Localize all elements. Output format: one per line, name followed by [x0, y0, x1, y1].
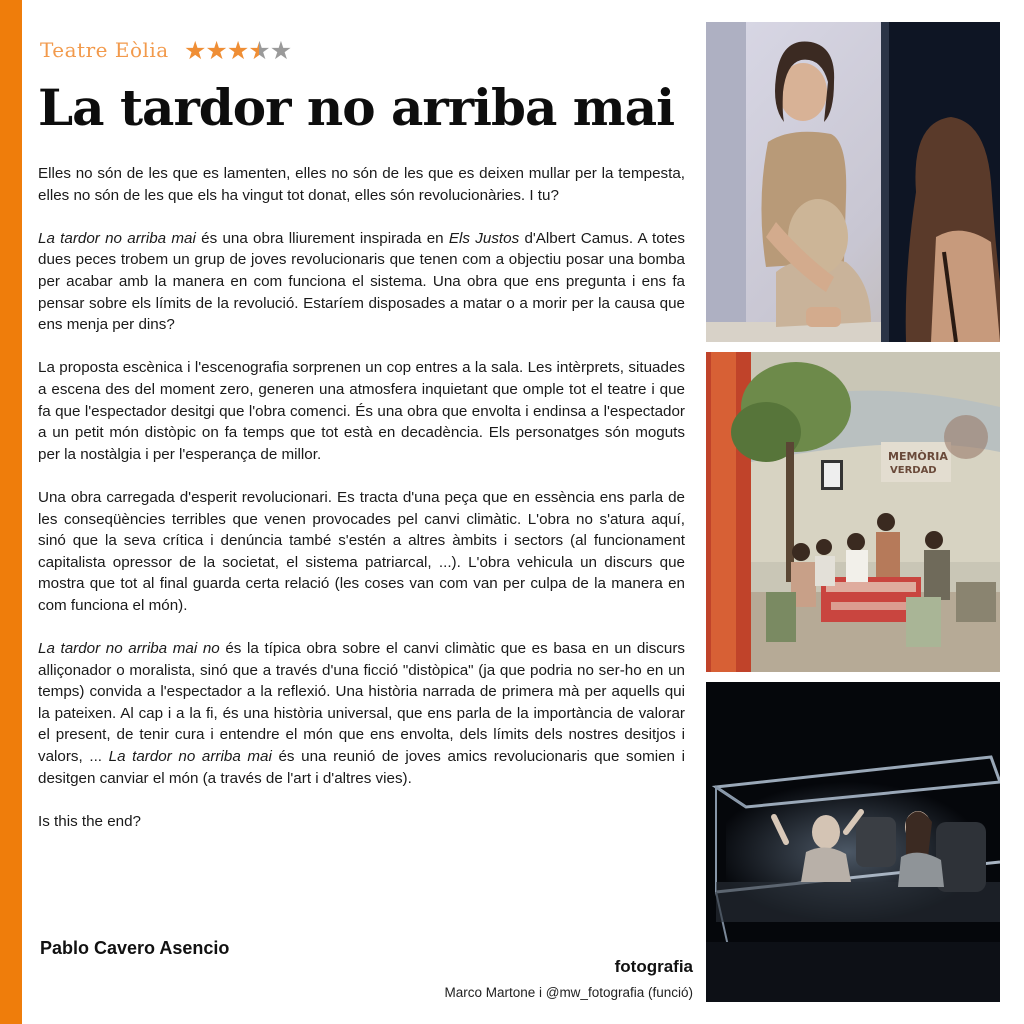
- paragraph-themes: Una obra carregada d'esperit revolucionari. Es tracta d'una peça que en essència ens parla de les conseqüències terribles que venen provocades pel canvi climàtic. L'obra no s'atura aquí, sinó que la seva crítica i denúncia també s'estén a altres àmbits i sectors (al funcionament capitalista opressor de la societat, el sistema patriarcal, ...). L'obra vehicula un discurs que mostra que tot al final guarda certa relació (les coses van com van per culpa de la manera en com funciona el món).: [38, 488, 685, 614]
- paragraph-closing: Is this the end?: [38, 812, 142, 830]
- half-star-icon: ★: [248, 37, 270, 65]
- play-title-ref: La tardor no arriba mai: [38, 229, 196, 247]
- author-name: Pablo Cavero Asencio: [40, 938, 230, 958]
- article-body: [38, 163, 685, 832]
- star-icon: ★: [184, 37, 206, 65]
- photo-credit-label: fotografia: [614, 957, 693, 976]
- production-photo-1: [706, 22, 1000, 342]
- accent-bar: [0, 0, 22, 1024]
- venue-name: Teatre Eòlia: [40, 38, 169, 62]
- star-icon: ★: [226, 37, 249, 65]
- play-title-lead: La tardor no arriba mai no: [38, 640, 220, 658]
- paragraph-reflection: La tardor no arriba mai no és la típica obra sobre el canvi climàtic que es basa en un discurs alliçonador o moralista, sinó que a través d'una ficció "distòpica" (ja que podria no ser-ho en un temps) convida a l'espectador a la reflexió. Una història narrada de primera mà per aquells qui la pateixen. Al cap i a la fi, és una història universal, que ens parla de la importància de valorar el present, de tenir cura i entendre el món que ens envolta, dels límits dels nostres desitjos i valors, ... La tardor no arriba mai és una reunió de joves amics revolucionaris que somien i desitgen canviar el món (a través de l'art i d'altres vies).: [38, 640, 685, 787]
- photo-credit-text: Marco Martone i @mw_fotografia (funció): [444, 985, 693, 1000]
- production-photo-2: [706, 352, 1000, 672]
- svg-text:VERDAD: VERDAD: [890, 465, 937, 476]
- page-title: La tardor no arriba mai: [38, 78, 675, 137]
- star-icon: ★: [205, 37, 227, 65]
- star-rating: [184, 36, 291, 66]
- svg-text:MEMÒRIA: MEMÒRIA: [888, 450, 948, 463]
- empty-star-icon: ★: [269, 37, 292, 65]
- work-title-ref: Els Justos: [448, 229, 520, 247]
- production-photo-3: [706, 682, 1000, 1002]
- play-title-ref: La tardor no arriba mai: [108, 748, 272, 766]
- paragraph-intro: Elles no són de les que es lamenten, elles no són de les que es deixen mullar per la tempesta, elles no són de les que els ha vingut tot donat, elles són revolucionàries. I tu?: [38, 165, 685, 204]
- paragraph-staging: La proposta escènica i l'escenografia sorprenen un cop entres a la sala. Les intèrprets, situades a escena des del moment zero, generen una atmosfera inquietant que omple tot el teatre i que fa que l'espectador desitgi que l'obra comenci. És una obra que envolta i endinsa a l'espectador a un petit món distòpic on fa temps que tot està en decadència. Els personatges són moguts per la nostàlgia i per l'esperança de millor.: [38, 359, 685, 463]
- paragraph-inspiration: La tardor no arriba mai és una obra lliurement inspirada en Els Justos d'Albert Camus. A totes dues peces trobem un grup de joves revolucionaris que tenen com a objectiu posar una bomba per acabar amb la manera en com funciona el sistema. Una obra que ens pregunta i ens fa pensar sobre els límits de la revolució. Estaríem disposades a matar o a morir per la causa que ens menja per dins?: [38, 229, 685, 334]
